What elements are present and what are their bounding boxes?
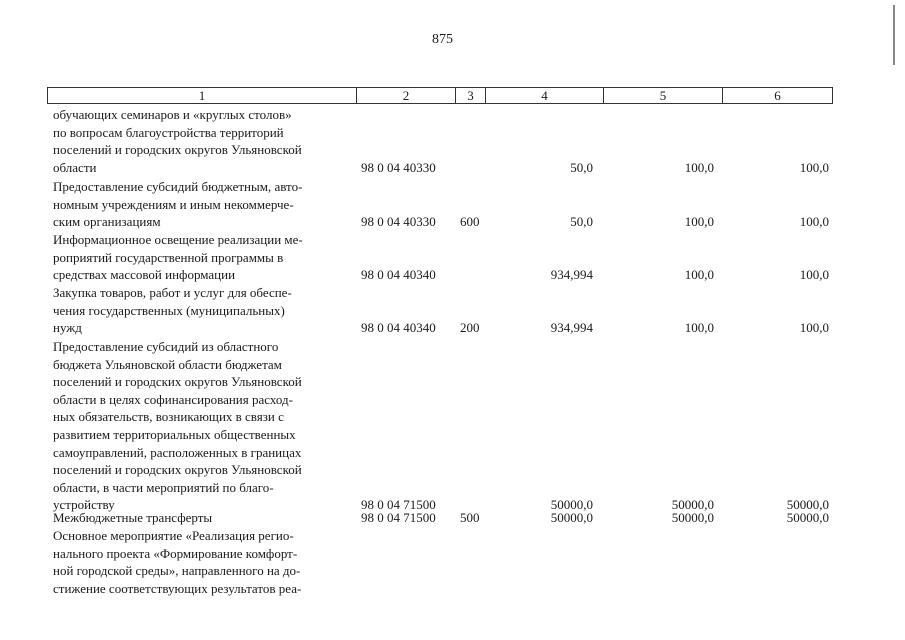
row-value-col4: 50,0	[570, 159, 593, 175]
row-value-col6: 100,0	[799, 159, 829, 175]
description-line: чения государственных (муниципальных)	[53, 302, 285, 318]
description-line: Основное мероприятие «Реализация регио-	[53, 528, 294, 543]
description-line: Межбюджетные трансферты	[53, 510, 213, 525]
row-code: 98 0 04 71500	[361, 510, 436, 525]
row-value-col4: 50000,0	[550, 510, 593, 525]
row-value-col6: 100,0	[799, 214, 829, 230]
row-code: 98 0 04 40330	[361, 159, 436, 175]
description-line: номным учреждениям и иным некоммерче-	[53, 196, 294, 212]
row-value-col6: 50000,0	[786, 497, 829, 513]
header-col-1: 1	[48, 88, 357, 103]
row-description	[53, 338, 350, 514]
row-code: 98 0 04 40340	[361, 320, 436, 336]
description-line: поселений и городских округов Ульяновской	[53, 374, 302, 390]
row-description	[53, 178, 350, 231]
description-line: ским организациям	[53, 214, 161, 230]
row-value-col5: 50000,0	[671, 497, 714, 513]
description-line: Предоставление субсидий бюджетным, авто-	[53, 179, 303, 194]
row-description	[53, 231, 350, 284]
description-line: нужд	[53, 320, 82, 336]
row-code: 98 0 04 40330	[361, 214, 436, 230]
row-value-col4: 50,0	[570, 214, 593, 230]
description-line: обучающих семинаров и «круглых столов»	[53, 107, 292, 122]
row-description	[53, 106, 350, 176]
row-description	[53, 509, 350, 527]
row-value-col4: 934,994	[550, 320, 593, 336]
row-expense-kind: 500	[460, 510, 480, 525]
description-line: средствах массовой информации	[53, 267, 236, 283]
header-col-2: 2	[357, 88, 456, 103]
description-line: устройству	[53, 497, 115, 513]
description-line: ной городской среды», направленного на до-	[53, 563, 301, 579]
row-value-col4: 934,994	[550, 267, 593, 283]
description-line: нального проекта «Формирование комфорт-	[53, 545, 298, 561]
description-line: области	[53, 159, 97, 175]
description-line: самоуправлений, расположенных в границах	[53, 444, 302, 460]
header-col-5: 5	[604, 88, 723, 103]
row-value-col6: 100,0	[799, 320, 829, 336]
row-value-col5: 100,0	[684, 159, 714, 175]
row-expense-kind: 600	[460, 214, 480, 230]
description-line: роприятий государственной программы в	[53, 249, 284, 265]
page-number: 875	[432, 32, 453, 47]
table-header	[47, 87, 833, 104]
description-line: стижение соответствующих результатов реа-	[53, 580, 302, 596]
row-value-col6: 100,0	[799, 267, 829, 283]
row-description	[53, 527, 350, 597]
row-code: 98 0 04 40340	[361, 267, 436, 283]
row-value-col6: 50000,0	[786, 510, 829, 525]
row-code: 98 0 04 71500	[361, 497, 436, 513]
row-value-col5: 100,0	[684, 214, 714, 230]
header-col-6: 6	[774, 88, 781, 103]
description-line: Закупка товаров, работ и услуг для обеспе-	[53, 285, 292, 300]
description-line: области, в части мероприятий по благо-	[53, 479, 274, 495]
description-line: поселений и городских округов Ульяновской	[53, 462, 302, 478]
row-value-col4: 50000,0	[550, 497, 593, 513]
header-col-3: 3	[456, 88, 486, 103]
description-line: области в целях софинансирования расход-	[53, 391, 293, 407]
scan-edge-mark	[893, 5, 895, 65]
row-value-col5: 100,0	[684, 267, 714, 283]
row-value-col5: 100,0	[684, 320, 714, 336]
description-line: поселений и городских округов Ульяновской	[53, 142, 302, 158]
description-line: Предоставление субсидий из областного	[53, 339, 279, 354]
row-value-col5: 50000,0	[671, 510, 714, 525]
description-line: ных обязательств, возникающих в связи с	[53, 409, 284, 425]
row-expense-kind: 200	[460, 320, 480, 336]
row-description	[53, 284, 350, 337]
description-line: бюджета Ульяновской области бюджетам	[53, 356, 282, 372]
description-line: развитием территориальных общественных	[53, 426, 296, 442]
description-line: по вопросам благоустройства территорий	[53, 124, 284, 140]
description-line: Информационное освещение реализации ме-	[53, 232, 303, 247]
header-col-4: 4	[486, 88, 604, 103]
